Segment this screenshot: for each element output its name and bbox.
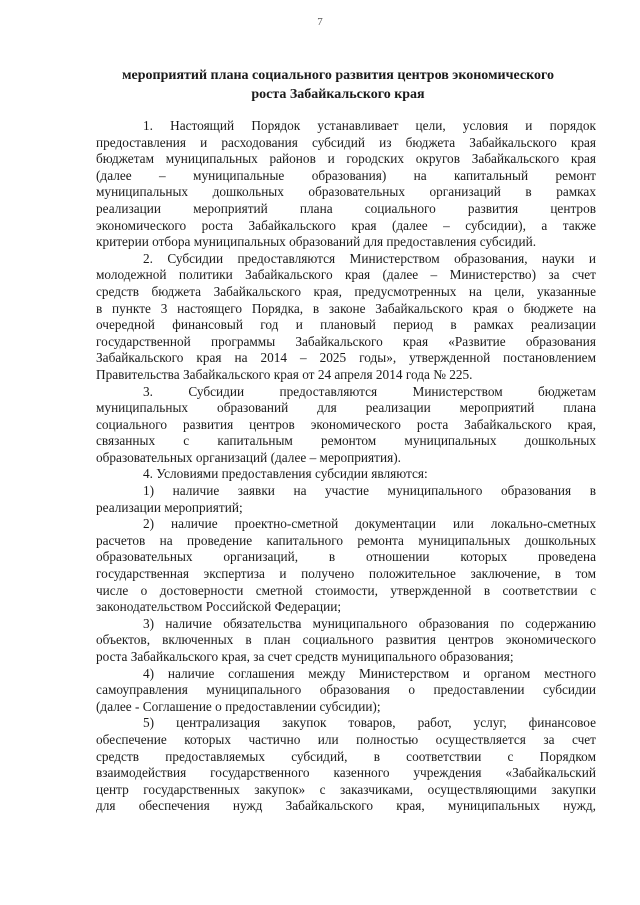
text-line: связанных с капитальным ремонтом муниципальных дошкольных: [96, 433, 596, 449]
text-line: роста Забайкальского края, за счет средств муниципального образования;: [96, 649, 514, 664]
text-line: числе о достоверности сметной стоимости, утвержденной в соответствии с: [96, 582, 596, 598]
text-line: 2. Субсидии предоставляются Министерством образования, науки и: [143, 250, 596, 266]
text-line: центр государственных закупок» с заказчиками, осуществляющими закупки: [96, 781, 596, 797]
text-line: реализации мероприятий плана социального развития центров: [96, 200, 596, 216]
text-line: муниципальных образований для реализации мероприятий плана: [96, 400, 596, 416]
text-line: (далее – муниципальные образования) на капитальный ремонт: [96, 167, 596, 183]
text-line: 1) наличие заявки на участие муниципального образования в: [143, 483, 596, 499]
text-line: обеспечение которых частично или полностью осуществляется за счет: [96, 731, 596, 747]
text-line: критерии отбора муниципальных образований для предоставления субсидий.: [96, 234, 537, 250]
document-body: [96, 118, 596, 815]
text-line: для обеспечения нужд Забайкальского края, муниципальных нужд,: [96, 798, 596, 814]
text-line: очередной финансовый год и плановый период в рамках реализации: [96, 317, 596, 333]
text-line: 2) наличие проектно-сметной документации или локально-сметных: [143, 516, 596, 532]
text-line: средств предоставляемых субсидий, в соответствии с Порядком: [96, 748, 596, 764]
text-line: предоставления и расходования субсидий из бюджета Забайкальского края: [96, 134, 596, 150]
page-number: 7: [317, 16, 323, 28]
text-line: образовательных организаций, в отношении которых проведена: [96, 549, 596, 565]
text-line: 4. Условиями предоставления субсидии являются:: [143, 466, 428, 482]
text-line: муниципальных дошкольных образовательных организаций в рамках: [96, 184, 596, 200]
text-line: государственная экспертиза и получено положительное заключение, в том: [96, 566, 596, 582]
text-line: Забайкальского края на 2014 – 2025 годы», утвержденной постановлением: [96, 350, 596, 366]
text-line: законодательством Российской Федерации;: [96, 599, 342, 615]
text-line: в пункте 3 настоящего Порядка, в законе Забайкальского края о бюджете на: [96, 300, 596, 316]
text-line: экономического роста Забайкальского края (далее – субсидии), а также: [96, 217, 596, 233]
text-line: молодежной политики Забайкальского края (далее – Министерство) за счет: [96, 267, 596, 283]
text-line: образовательных организаций (далее – мероприятия).: [96, 449, 401, 465]
text-line: 4) наличие соглашения между Министерством и органом местного: [143, 665, 596, 681]
text-line: расчетов на проведение капитального ремонта муниципальных дошкольных: [96, 532, 596, 548]
text-line: государственной программы Забайкальского края «Развитие образования: [96, 333, 596, 349]
text-line: реализации мероприятий;: [96, 499, 243, 515]
text-line: средств бюджета Забайкальского края, предусмотренных на цели, указанные: [96, 283, 596, 299]
text-line: самоуправления муниципального образования о предоставлении субсидии: [96, 682, 596, 698]
title-line: мероприятий плана социального развития центров экономического: [122, 68, 554, 83]
text-line: (далее - Соглашение о предоставлении субсидии);: [96, 698, 381, 714]
text-line: объектов, включенных в план социального развития центров экономического: [96, 632, 596, 648]
text-line: 5) централизация закупок товаров, работ, услуг, финансовое: [143, 715, 596, 731]
text-line: 3) наличие обязательства муниципального образования по содержанию: [143, 615, 596, 631]
text-line: взаимодействия государственного казенного учреждения «Забайкальский: [96, 765, 596, 781]
text-line: Правительства Забайкальского края от 24 апреля 2014 года № 225.: [96, 366, 473, 382]
document-title: [88, 66, 588, 104]
text-line: бюджетам муниципальных районов и городских округов Забайкальского края: [96, 151, 596, 167]
text-line: социального развития центров экономического роста Забайкальского края,: [96, 416, 596, 432]
text-line: 1. Настоящий Порядок устанавливает цели, условия и порядок: [143, 118, 596, 133]
text-line: 3. Субсидии предоставляются Министерством бюджетам: [143, 383, 596, 399]
title-line: роста Забайкальского края: [251, 87, 425, 102]
